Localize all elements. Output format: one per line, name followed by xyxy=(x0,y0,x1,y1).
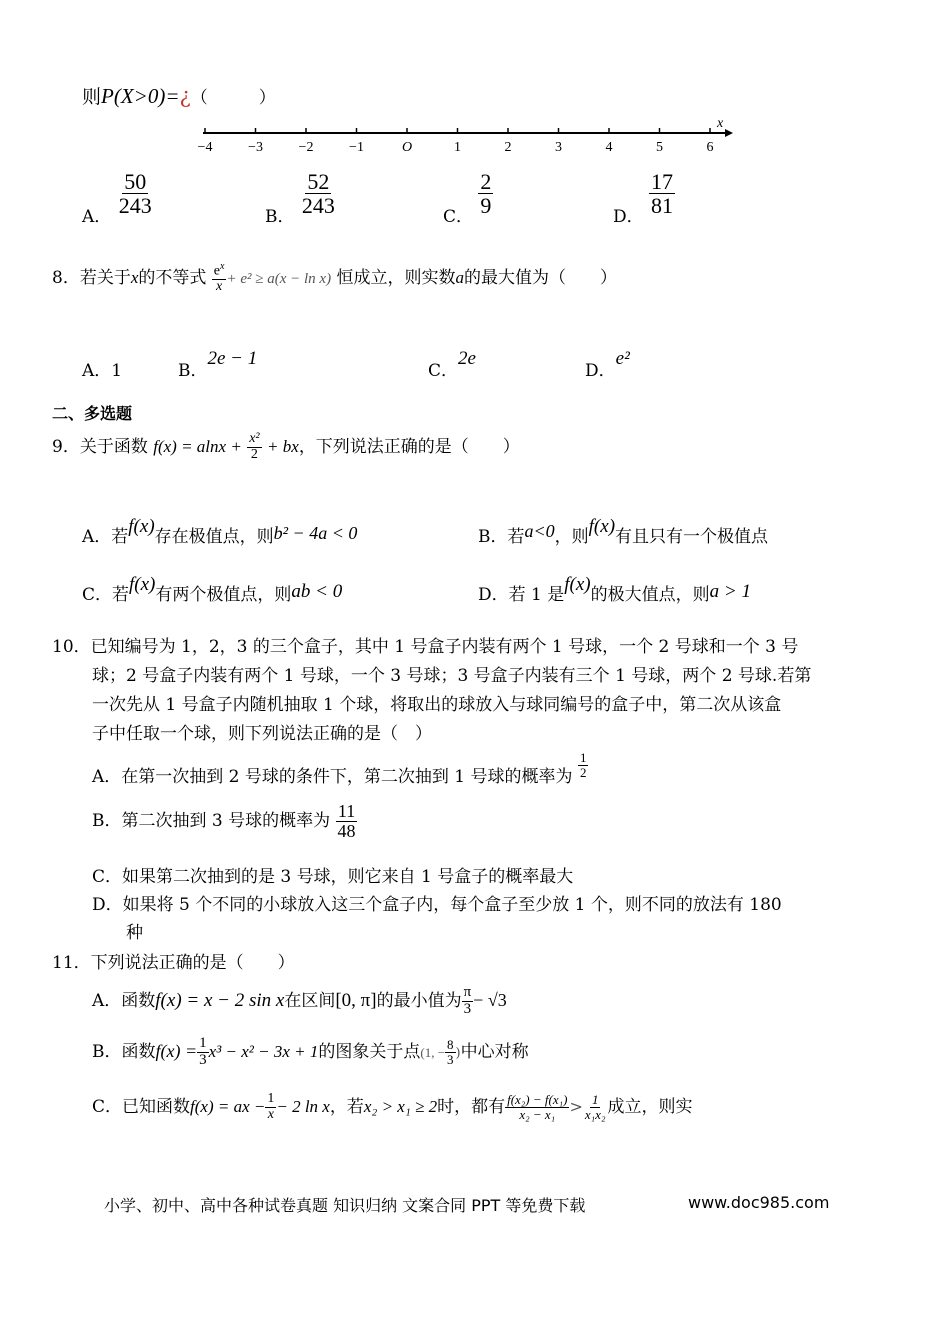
q11-a-interval: [0, π] xyxy=(335,989,377,1011)
q7-option-b-frac xyxy=(300,170,337,217)
q11-option-c xyxy=(92,1092,692,1123)
q10-b-den: 48 xyxy=(337,820,356,841)
q11-b-pt-den: 3 xyxy=(447,1051,454,1067)
q11-b-pt-post: ) xyxy=(455,1045,461,1061)
q9-a-f: f(x) xyxy=(128,516,155,537)
question-8 xyxy=(52,262,617,295)
q11-c-cond: x₂ > x₁ ≥ 2 xyxy=(363,1097,438,1116)
q9-number: 9． xyxy=(52,437,80,457)
number-line-tick-label: 4 xyxy=(605,140,613,155)
q10-line-4: 子中任取一个球，则下列说法正确的是（ ） xyxy=(92,724,432,744)
q9-c-f: f(x) xyxy=(129,574,156,595)
q8-option-b-label: B． xyxy=(178,361,208,381)
q8-frac-num: e xyxy=(213,263,220,279)
q7-expr: P(X>0)= xyxy=(101,84,180,108)
q7-option-c-frac xyxy=(478,170,493,217)
q7-option-a xyxy=(82,170,154,227)
q11-option-b xyxy=(92,1036,529,1069)
arrow-icon xyxy=(725,129,733,137)
q7-option-d-den: 81 xyxy=(651,193,674,219)
q11-c-t1: C．已知函数 xyxy=(92,1097,191,1117)
q8-rest: + e² ≥ a(x − ln x) xyxy=(226,271,332,288)
q11-option-a xyxy=(92,985,507,1018)
q11-c-t2: ，若 xyxy=(329,1097,364,1117)
q11-b-frac xyxy=(197,1036,209,1069)
q9-b-t3: 有且只有一个极值点 xyxy=(615,527,769,547)
q9-d-t2: 的极大值点，则 xyxy=(590,585,710,605)
q9-b-t1: 若 xyxy=(507,527,525,547)
q11-b-f: f(x) = xyxy=(155,1040,198,1061)
number-line xyxy=(195,118,735,160)
q10-option-a xyxy=(92,750,588,787)
q11-c-den: x xyxy=(267,1107,274,1122)
question-9 xyxy=(52,432,520,463)
number-line-tick-label: −2 xyxy=(298,140,314,155)
q9-c-t2: 有两个极值点，则 xyxy=(155,585,292,605)
q8-option-d-val: e² xyxy=(615,348,630,369)
q11-b-f2: x³ − x² − 3x + 1 xyxy=(208,1041,319,1061)
q10-option-c: C．如果第二次抽到的是 3 号球，则它来自 1 号盒子的概率最大 xyxy=(92,867,574,887)
q7-option-b-label: B． xyxy=(265,207,295,228)
q11-b-pt-pre: (1, − xyxy=(420,1044,446,1060)
q10-line-2: 球；2 号盒子内装有两个 1 号球，一个 3 号球；3 号盒子内装有三个 1 号球，两个 2 号球.若第 xyxy=(92,666,812,686)
q11-c-f2: − 2 ln x xyxy=(276,1097,330,1116)
q7-option-b xyxy=(265,170,337,227)
q8-frac xyxy=(212,262,227,295)
q11-c-fd: x₂ − x₁ xyxy=(519,1107,556,1122)
q9-b-f: f(x) xyxy=(588,516,616,537)
q8-option-d-label: D． xyxy=(585,361,616,381)
number-line-tick-label: −4 xyxy=(197,140,213,155)
q11-b-num: 1 xyxy=(199,1035,207,1051)
q9-a-math: b² − 4a < 0 xyxy=(273,523,358,543)
q11-a-den: 3 xyxy=(463,1000,472,1017)
q11-c-t4: 成立，则实 xyxy=(607,1097,693,1117)
q11-c-rd: x₁x₂ xyxy=(584,1107,606,1122)
q8-mid: 的不等式 xyxy=(138,268,207,289)
number-line-tick-label: 1 xyxy=(454,140,461,155)
q7-option-c xyxy=(443,170,493,227)
q8-pre: 若关于 xyxy=(79,268,131,289)
q11-stem: 11．下列说法正确的是（ ） xyxy=(52,953,295,973)
q11-c-frac xyxy=(265,1092,276,1122)
q9-a-t2: 存在极值点，则 xyxy=(154,527,274,547)
q11-a-t2: 在区间 xyxy=(284,990,336,1011)
q11-c-frac2 xyxy=(505,1093,569,1121)
q9-d-math: a > 1 xyxy=(709,581,751,602)
q11-c-gt: > xyxy=(569,1097,583,1116)
q7-qmark: ¿ xyxy=(179,84,191,108)
q9-frac-num: x² xyxy=(249,431,260,447)
q7-option-c-num: 2 xyxy=(480,169,492,194)
q11-a-t1: A．函数 xyxy=(92,990,156,1011)
q7-option-a-num: 50 xyxy=(124,169,147,194)
q9-frac xyxy=(247,432,261,462)
q10-b-text: B．第二次抽到 3 号球的概率为 xyxy=(92,810,331,831)
q7-option-a-label: A． xyxy=(82,207,112,228)
q8-post2: 的最大值为（ ） xyxy=(463,268,617,289)
q9-option-a xyxy=(82,516,358,548)
q9-c-t1: 若 xyxy=(112,585,130,605)
q10-a-text: A．在第一次抽到 2 号球的条件下，第二次抽到 1 号球的概率为 xyxy=(92,767,573,787)
q10-b-num: 11 xyxy=(337,801,356,821)
number-line-tick-label: 6 xyxy=(706,140,714,155)
q10-option-d: D．如果将 5 个不同的小球放入这三个盒子内，每个盒子至少放 1 个，则不同的放法有 180 xyxy=(92,895,782,915)
q8-option-a-val: 1 xyxy=(111,361,123,381)
q7-option-d-label: D． xyxy=(613,207,644,228)
q11-b-den: 3 xyxy=(199,1051,207,1068)
q7-option-a-frac xyxy=(117,170,154,217)
q9-b-t2: ，则 xyxy=(554,527,589,547)
q9-d-label: D． xyxy=(478,585,509,605)
q11-b-t1: B．函数 xyxy=(92,1041,156,1062)
q9-d-t1: 若 1 是 xyxy=(508,585,565,605)
q8-option-c-label: C． xyxy=(428,361,459,381)
q10-b-frac xyxy=(336,802,358,841)
q9-f-lhs: f(x) = alnx + xyxy=(153,437,242,456)
q10-option-b xyxy=(92,802,358,841)
q8-frac-den: x xyxy=(216,279,223,295)
q7-option-d-num: 17 xyxy=(651,169,674,194)
q11-b-t3: 中心对称 xyxy=(460,1041,529,1062)
q11-c-fn: f(x₂) − f(x₁) xyxy=(507,1092,568,1108)
q11-a-t3: 的最小值为 xyxy=(376,990,462,1011)
q8-var2: a xyxy=(455,268,464,288)
q11-a-tail: − √3 xyxy=(473,989,507,1010)
q7-option-d xyxy=(613,170,675,227)
q9-d-f: f(x) xyxy=(564,574,591,595)
q9-option-b xyxy=(478,516,769,548)
q9-pre: 关于函数 xyxy=(79,437,148,457)
q7-option-d-frac xyxy=(649,170,675,217)
q11-a-num: π xyxy=(463,984,472,1000)
q9-option-d xyxy=(478,574,751,606)
q8-number: 8． xyxy=(52,268,80,289)
q9-a-t1: 若 xyxy=(111,527,129,547)
q11-c-num: 1 xyxy=(267,1091,275,1107)
q9-b-label: B． xyxy=(478,527,508,547)
q11-b-t2: 的图象关于点 xyxy=(318,1041,421,1062)
q10-option-d-cont: 种 xyxy=(126,923,143,943)
q8-option-b xyxy=(178,348,258,382)
q7-tail xyxy=(82,82,276,109)
number-line-axis-var: x xyxy=(717,118,724,131)
q9-c-label: C． xyxy=(82,585,113,605)
q9-b-math: a<0 xyxy=(524,521,555,541)
q9-post: ，下列说法正确的是（ ） xyxy=(298,437,520,457)
q8-option-a-label: A． xyxy=(82,361,112,381)
q11-a-f: f(x) = x − 2 sin x xyxy=(155,989,285,1011)
section-title: 二、多选题 xyxy=(52,404,133,423)
number-line-tick-label: −1 xyxy=(349,140,364,155)
number-line-tick-label: −3 xyxy=(248,140,263,155)
q7-option-c-den: 9 xyxy=(480,193,492,219)
q8-option-d xyxy=(585,348,630,382)
q9-a-label: A． xyxy=(82,527,112,547)
q10-a-frac xyxy=(578,751,589,779)
number-line-tick-label: O xyxy=(401,140,413,155)
footer-link[interactable]: www.doc985.com xyxy=(688,1193,830,1212)
q9-frac-den: 2 xyxy=(250,447,258,462)
q9-c-math: ab < 0 xyxy=(291,581,343,602)
q11-c-frac3 xyxy=(583,1093,608,1121)
q9-option-c xyxy=(82,574,343,606)
q7-paren: （ ） xyxy=(190,88,276,108)
q11-c-f: f(x) = ax − xyxy=(190,1097,266,1116)
q10-line-1: 10．已知编号为 1，2，3 的三个盒子，其中 1 号盒子内装有两个 1 号球，一个 2 号球和一个 3 号 xyxy=(52,637,799,657)
q7-prefix: 则 xyxy=(82,86,102,108)
q8-option-a xyxy=(82,356,122,381)
q8-option-c xyxy=(428,348,476,382)
q7-option-c-label: C． xyxy=(443,207,474,228)
number-line-tick-label: 5 xyxy=(656,140,663,155)
q8-option-c-val: 2e xyxy=(458,348,476,369)
q7-option-a-den: 243 xyxy=(118,193,152,219)
q9-f-rhs: + bx xyxy=(267,437,299,456)
q8-frac-sup: x xyxy=(220,261,225,272)
q11-b-pt-frac xyxy=(445,1038,456,1066)
q11-c-t3: 时，都有 xyxy=(437,1097,506,1117)
q10-a-num: 1 xyxy=(579,750,587,766)
q11-c-rn: 1 xyxy=(591,1092,599,1108)
q11-a-frac xyxy=(462,985,474,1018)
q10-a-den: 2 xyxy=(579,765,587,780)
q10-line-3: 一次先从 1 号盒子内随机抽取 1 个球，将取出的球放入与球同编号的盒子中，第二次从该盒 xyxy=(92,695,782,715)
q7-option-b-num: 52 xyxy=(307,169,330,194)
number-line-tick-label: 2 xyxy=(504,140,512,155)
number-line-tick-label: 3 xyxy=(555,140,562,155)
q11-b-pt-num: 8 xyxy=(447,1037,454,1053)
footer-left: 小学、初中、高中各种试卷真题 知识归纳 文案合同 PPT 等免费下载 xyxy=(104,1196,586,1215)
q8-var: x xyxy=(130,268,139,288)
q8-post1: 恒成立，则实数 xyxy=(336,268,456,289)
q7-option-b-den: 243 xyxy=(301,193,335,219)
q8-option-b-val: 2e − 1 xyxy=(207,348,258,369)
